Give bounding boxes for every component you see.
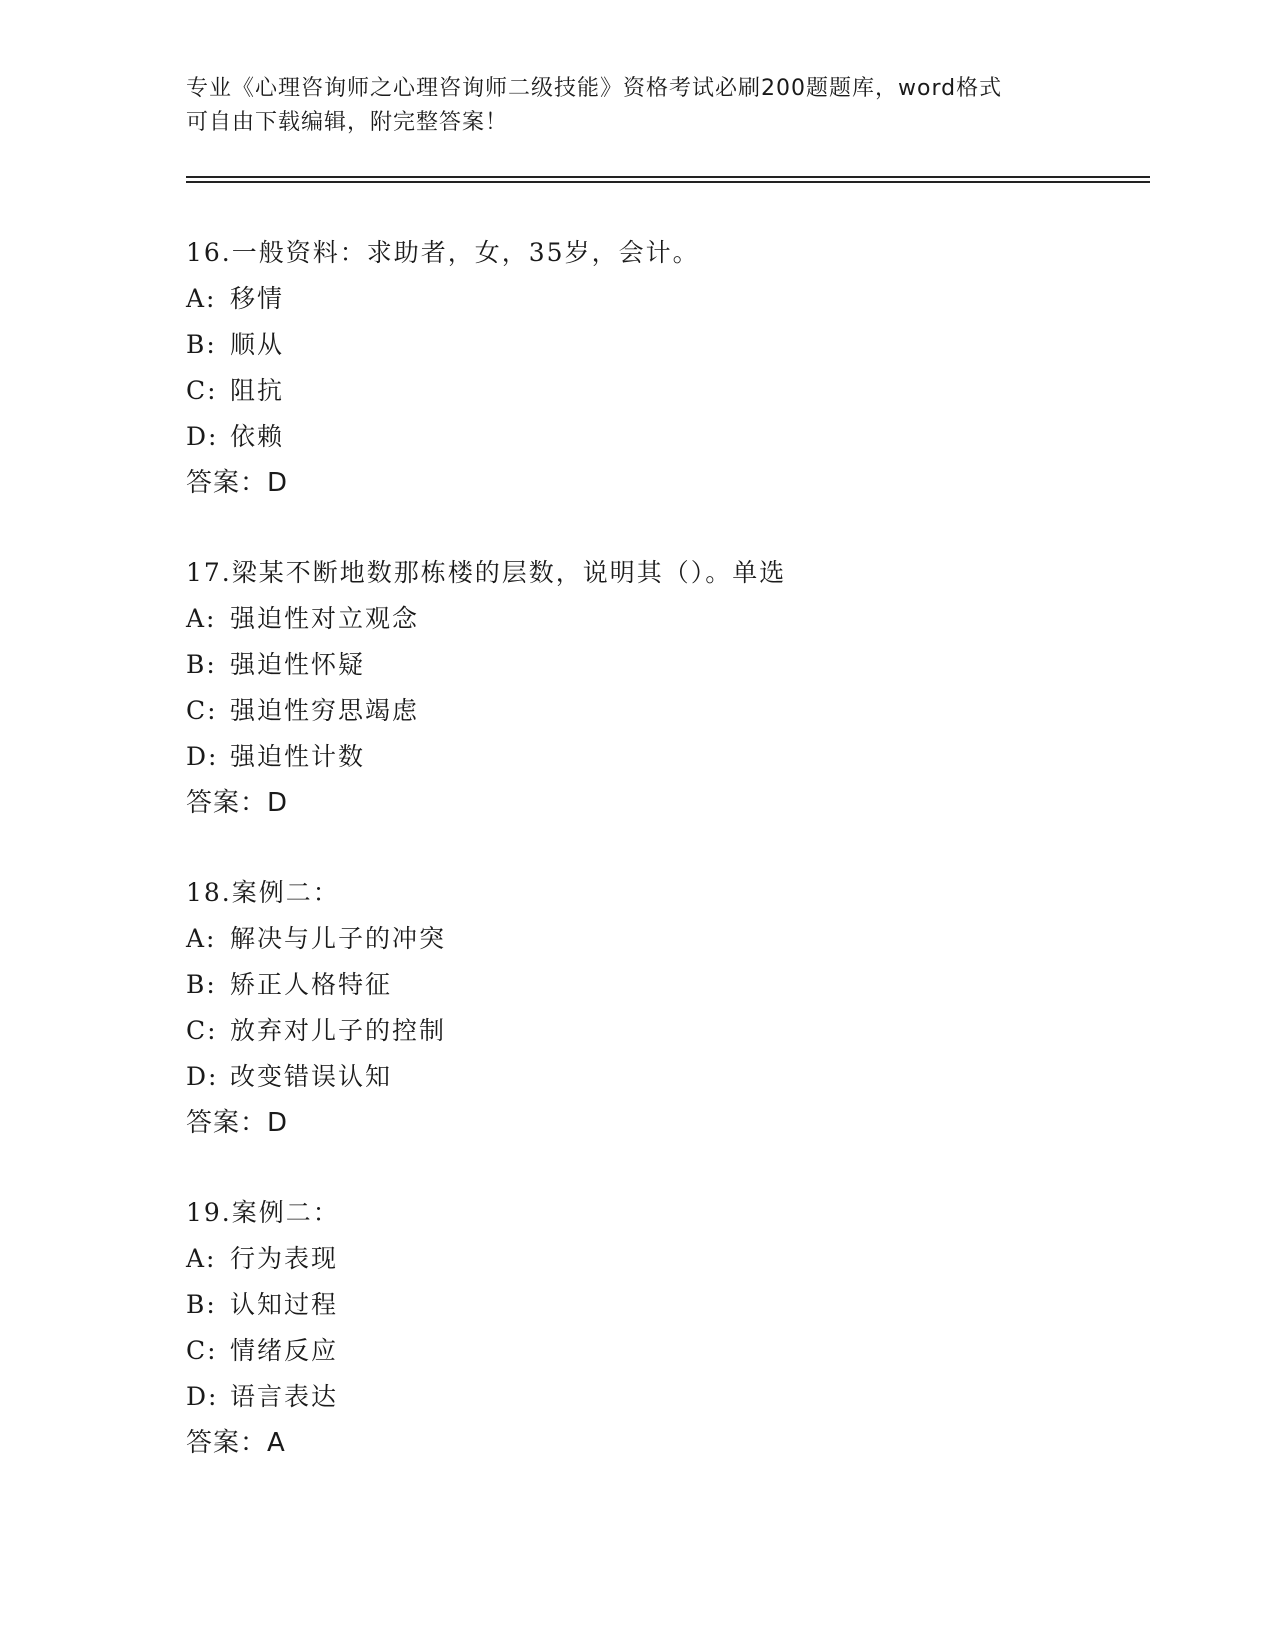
- option-d: [186, 734, 1146, 780]
- option-letter: C:: [186, 1336, 218, 1365]
- option-letter: C:: [186, 696, 218, 725]
- option-text: 阻抗: [230, 376, 285, 405]
- option-letter: A:: [186, 284, 217, 313]
- document-header: [186, 72, 1066, 140]
- option-c: [186, 368, 1146, 414]
- option-a: [186, 916, 1146, 962]
- question-block: [186, 230, 1146, 506]
- header-divider: [186, 176, 1150, 178]
- answer-line: 答案：D: [186, 1108, 289, 1138]
- option-letter: D:: [186, 1382, 219, 1411]
- option-letter: A:: [186, 1244, 217, 1273]
- option-letter: A:: [186, 604, 217, 633]
- option-c: [186, 1008, 1146, 1054]
- answer-line: 答案：A: [186, 1428, 286, 1458]
- option-letter: D:: [186, 742, 219, 771]
- question-title: 17.梁某不断地数那栋楼的层数，说明其（）。单选: [186, 558, 787, 587]
- option-b: [186, 962, 1146, 1008]
- option-d: [186, 1054, 1146, 1100]
- header-line-2: 可自由下载编辑，附完整答案！: [186, 110, 509, 135]
- option-text: 矫正人格特征: [230, 970, 393, 999]
- option-c: [186, 688, 1146, 734]
- option-c: [186, 1328, 1146, 1374]
- option-a: [186, 596, 1146, 642]
- option-letter: B:: [186, 970, 217, 999]
- option-b: [186, 1282, 1146, 1328]
- option-text: 强迫性计数: [230, 742, 366, 771]
- option-text: 解决与儿子的冲突: [230, 924, 447, 953]
- answer-line: 答案：D: [186, 468, 289, 498]
- option-text: 语言表达: [230, 1382, 339, 1411]
- question-title: 18.案例二：: [186, 878, 340, 907]
- option-text: 认知过程: [230, 1290, 339, 1319]
- question-block: [186, 550, 1146, 826]
- option-text: 情绪反应: [230, 1336, 339, 1365]
- option-text: 强迫性穷思竭虑: [230, 696, 420, 725]
- option-b: [186, 642, 1146, 688]
- header-divider: [186, 181, 1150, 183]
- option-a: [186, 1236, 1146, 1282]
- option-text: 改变错误认知: [230, 1062, 393, 1091]
- option-d: [186, 1374, 1146, 1420]
- option-text: 行为表现: [230, 1244, 339, 1273]
- question-title: 19.案例二：: [186, 1198, 340, 1227]
- option-text: 强迫性对立观念: [230, 604, 420, 633]
- option-letter: A:: [186, 924, 217, 953]
- option-text: 依赖: [230, 422, 285, 451]
- header-line-1: 专业《心理咨询师之心理咨询师二级技能》资格考试必刷200题题库，word格式: [186, 76, 1003, 101]
- option-letter: D:: [186, 422, 219, 451]
- option-text: 移情: [230, 284, 285, 313]
- option-letter: C:: [186, 1016, 218, 1045]
- question-title: 16.一般资料：求助者，女，35岁，会计。: [186, 238, 700, 267]
- option-letter: B:: [186, 650, 217, 679]
- option-text: 强迫性怀疑: [230, 650, 366, 679]
- option-text: 顺从: [230, 330, 285, 359]
- option-a: [186, 276, 1146, 322]
- option-text: 放弃对儿子的控制: [230, 1016, 447, 1045]
- option-letter: C:: [186, 376, 218, 405]
- question-block: [186, 1190, 1146, 1466]
- option-letter: B:: [186, 1290, 217, 1319]
- option-letter: B:: [186, 330, 217, 359]
- option-d: [186, 414, 1146, 460]
- question-block: [186, 870, 1146, 1146]
- option-b: [186, 322, 1146, 368]
- answer-line: 答案：D: [186, 788, 289, 818]
- option-letter: D:: [186, 1062, 219, 1091]
